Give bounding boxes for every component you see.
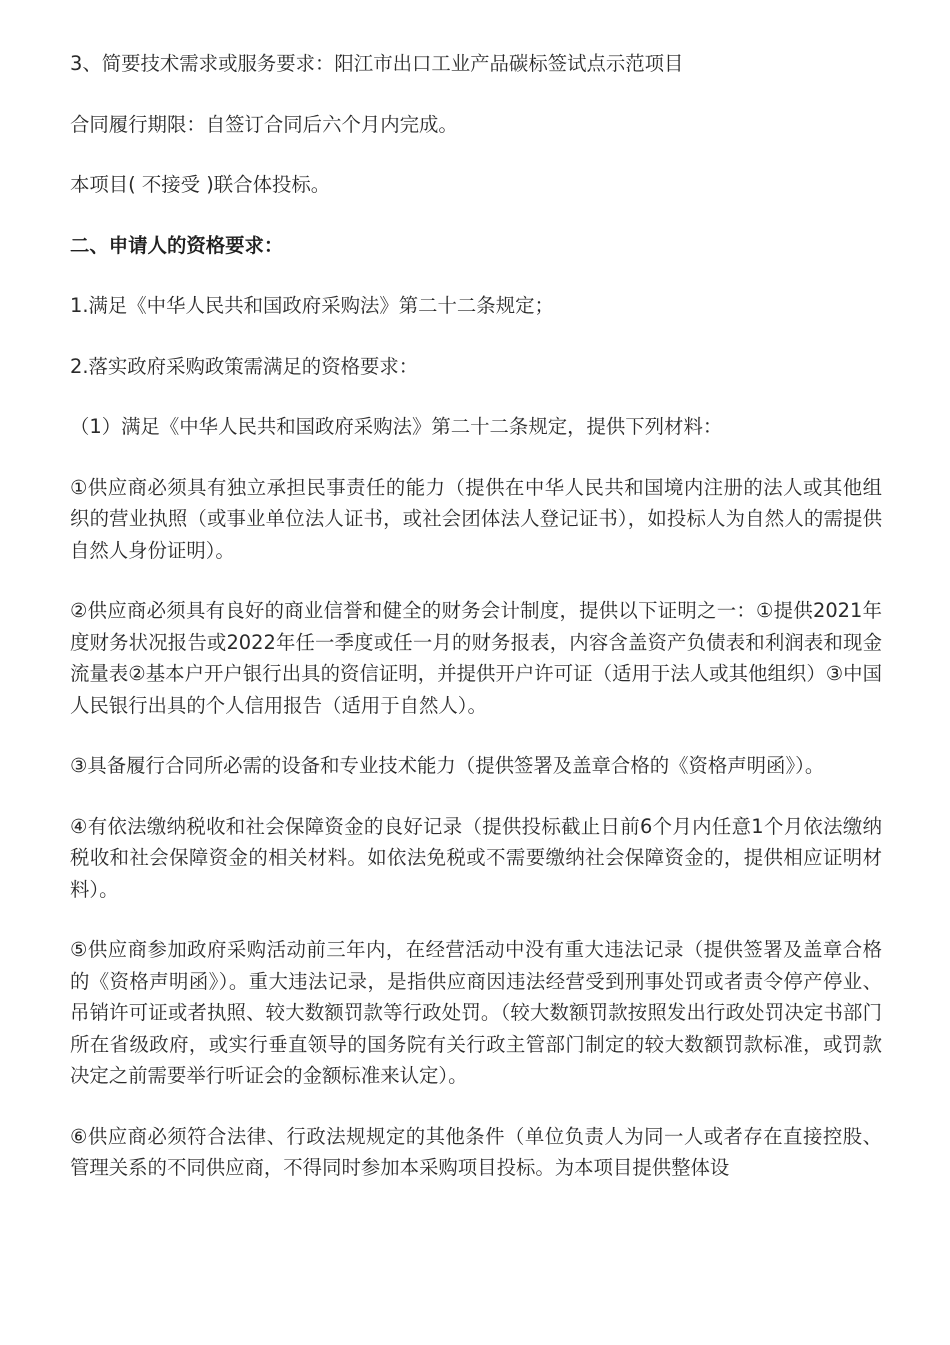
requirement-civil-liability: ①供应商必须具有独立承担民事责任的能力（提供在中华人民共和国境内注册的法人或其他组织的营业执照（或事业单位法人证书，或社会团体法人登记证书），如投标人为自然人的需提供自然人身份证明）。 (70, 475, 882, 562)
requirement-other-conditions: ⑥供应商必须符合法律、行政法规规定的其他条件（单位负责人为同一人或者存在直接控股、管理关系的不同供应商，不得同时参加本采购项目投标。为本项目提供整体设 (70, 1124, 882, 1179)
section-heading-qualifications: 二、申请人的资格要求： (70, 233, 284, 257)
tech-requirement-line: 3、简要技术需求或服务要求：阳江市出口工业产品碳标签试点示范项目 (70, 52, 684, 75)
requirement-financial: ②供应商必须具有良好的商业信誉和健全的财务会计制度，提供以下证明之一：①提供2021年度财务状况报告或2022年任一季度或任一月的财务报表，内容含盖资产负债表和利润表和现金流量表②基本户开户银行出具的资信证明，并提供开户许可证（适用于法人或其他组织）③中国人民银行出具的个人信用报告（适用于自然人）。 (70, 599, 882, 717)
consortium-bid-line: 本项目( 不接受 )联合体投标。 (70, 173, 331, 196)
contract-period-line: 合同履行期限：自签订合同后六个月内完成。 (70, 112, 458, 136)
qualification-item-2: 2.落实政府采购政策需满足的资格要求： (70, 354, 419, 378)
requirement-equipment: ③具备履行合同所必需的设备和专业技术能力（提供签署及盖章合格的《资格声明函》）。 (70, 754, 825, 777)
document-page (70, 48, 882, 1213)
requirement-tax-social-security: ④有依法缴纳税收和社会保障资金的良好记录（提供投标截止日前6个月内任意1个月依法缴纳税收和社会保障资金的相关材料。如依法免税或不需要缴纳社会保障资金的，提供相应证明材料）。 (70, 814, 882, 901)
qualification-item-1: 1.满足《中华人民共和国政府采购法》第二十二条规定； (70, 294, 554, 317)
requirement-no-violations: ⑤供应商参加政府采购活动前三年内，在经营活动中没有重大违法记录（提供签署及盖章合格的《资格声明函》）。重大违法记录，是指供应商因违法经营受到刑事处罚或者责令停产停业、吊销许可证或者执照、较大数额罚款等行政处罚。（较大数额罚款按照发出行政处罚决定书部门所在省级政府，或实行垂直领导的国务院有关行政主管部门制定的较大数额罚款标准，或罚款决定之前需要举行听证会的金额标准来认定）。 (70, 938, 882, 1087)
qualification-subitem-1: （1）满足《中华人民共和国政府采购法》第二十二条规定，提供下列材料： (70, 415, 723, 438)
